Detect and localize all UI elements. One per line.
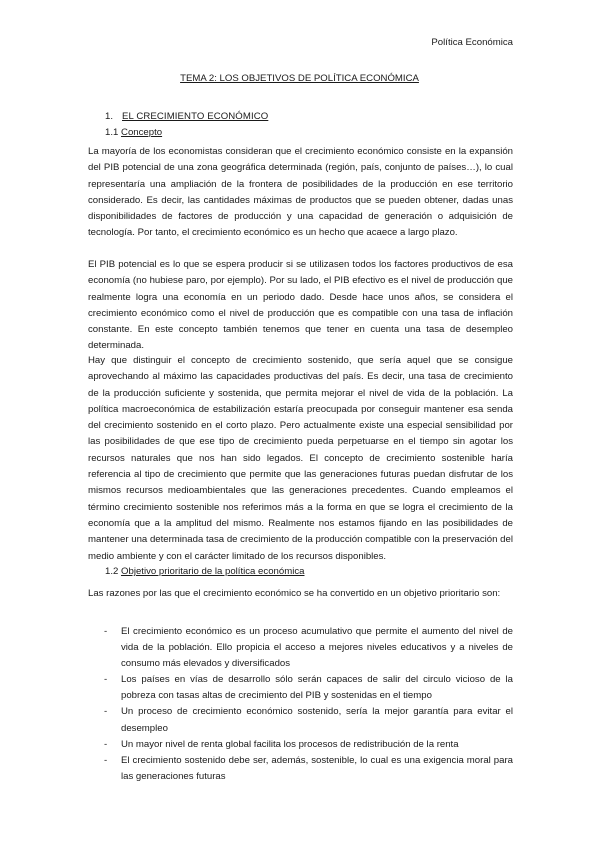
bullet-dash: -: [104, 738, 108, 750]
subsection-heading-objetivo: [105, 566, 304, 577]
list-item: [88, 624, 513, 672]
paragraph-3: Hay que distinguir el concepto de crecimiento sostenido, que sería aquel que se consigue aprovechando al máximo las capacidades productivas del país. Es decir, una tasa de crecimiento de la producción suficiente y sostenida, que permita mejorar el nivel de vida de la población. La política macroeconómica de estabilización estaría preocupada por conseguir mantener esa senda del crecimiento sostenido en el corto plazo. Pero actualmente existe una especial sensibilidad por las posibilidades de que ese tipo de crecimiento pueda perpetuarse en el tiempo sin agotar los recursos naturales que nos han sido legados. El concepto de crecimiento sostenible haría referencia al tipo de crecimiento que permite que las generaciones futuras puedan disfrutar de los mismos recursos medioambientales que las generaciones precedentes. Cuando empleamos el término crecimiento sostenible nos referimos más a la forma en que se logra el crecimiento de la economía que a la amplitud del mismo. Realmente nos estamos fijando en las posibilidades de mantener una determinada tasa de crecimiento de la producción compatible con la preservación del medio ambiente y con el carácter limitado de los recursos disponibles.: [88, 355, 513, 562]
paragraph-2: El PIB potencial es lo que se espera producir si se utilizasen todos los factores productivos de esa economía (no hubiese paro, por ejemplo). Por su lado, el PIB efectivo es el nivel de producción que realmente logra una economía en un periodo dado. Desde hace unos años, se considera el crecimiento económico como el nivel de producción que es compatible con una tasa de inflación constante. En este concepto también tenemos que tener en cuenta una tasa de desempleo determinada.: [88, 259, 513, 352]
bullet-dash: -: [104, 626, 108, 637]
section-title: EL CRECIMIENTO ECONÓMICO: [122, 111, 269, 122]
subsection-heading-concepto: [105, 127, 162, 138]
bullet-dash: -: [104, 674, 108, 686]
list-item-text: Un mayor nivel de renta global facilita los procesos de redistribución de la renta: [121, 738, 459, 750]
subsection-title: Objetivo prioritario de la política económica: [121, 566, 305, 577]
reasons-list: [88, 624, 513, 785]
subsection-number: 1.2: [105, 566, 119, 577]
subsection-number: 1.1: [105, 127, 119, 138]
section-heading: [105, 111, 268, 122]
list-item: [88, 737, 513, 753]
list-item-text: El crecimiento sostenido debe ser, además, sostenible, lo cual es una exigencia moral para las generaciones futuras: [121, 754, 513, 782]
list-item-text: Los países en vías de desarrollo sólo serán capaces de salir del circulo vicioso de la pobreza con tasas altas de crecimiento del PIB y sostenidas en el tiempo: [121, 674, 513, 702]
list-item: [88, 672, 513, 704]
list-item-text: Un proceso de crecimiento económico sostenido, sería la mejor garantía para evitar el desempleo: [121, 706, 513, 734]
bullet-dash: -: [104, 706, 108, 718]
list-item-text: El crecimiento económico es un proceso acumulativo que permite el aumento del nivel de vida de la población. Ello propicia el acceso a mejores niveles educativos y a niveles de consumo más elevados y diversificados: [121, 626, 513, 670]
list-item: [88, 753, 513, 785]
running-header: Política Económica: [431, 37, 513, 48]
section-number: 1.: [105, 111, 114, 122]
list-item: [88, 704, 513, 736]
document-title: TEMA 2: LOS OBJETIVOS DE POLÍTICA ECONÓMICA: [180, 73, 419, 84]
paragraph-1: La mayoría de los economistas consideran que el crecimiento económico consiste en la expansión del PIB potencial de una zona geográfica determinada (región, país, conjunto de países…), lo cual representaría una ampliación de la frontera de posibilidades de la producción en ese territorio considerado. Es decir, las cantidades máximas de productos que se pueden obtener, dadas unas disponibilidades de factores de producción y una capacidad de generación o adquisición de tecnología. Por tanto, el crecimiento económico es un hecho que acaece a largo plazo.: [88, 146, 513, 239]
subsection-intro: Las razones por las que el crecimiento económico se ha convertido en un objetivo prioritario son:: [88, 588, 501, 599]
subsection-title: Concepto: [121, 127, 163, 138]
bullet-dash: -: [104, 754, 108, 766]
